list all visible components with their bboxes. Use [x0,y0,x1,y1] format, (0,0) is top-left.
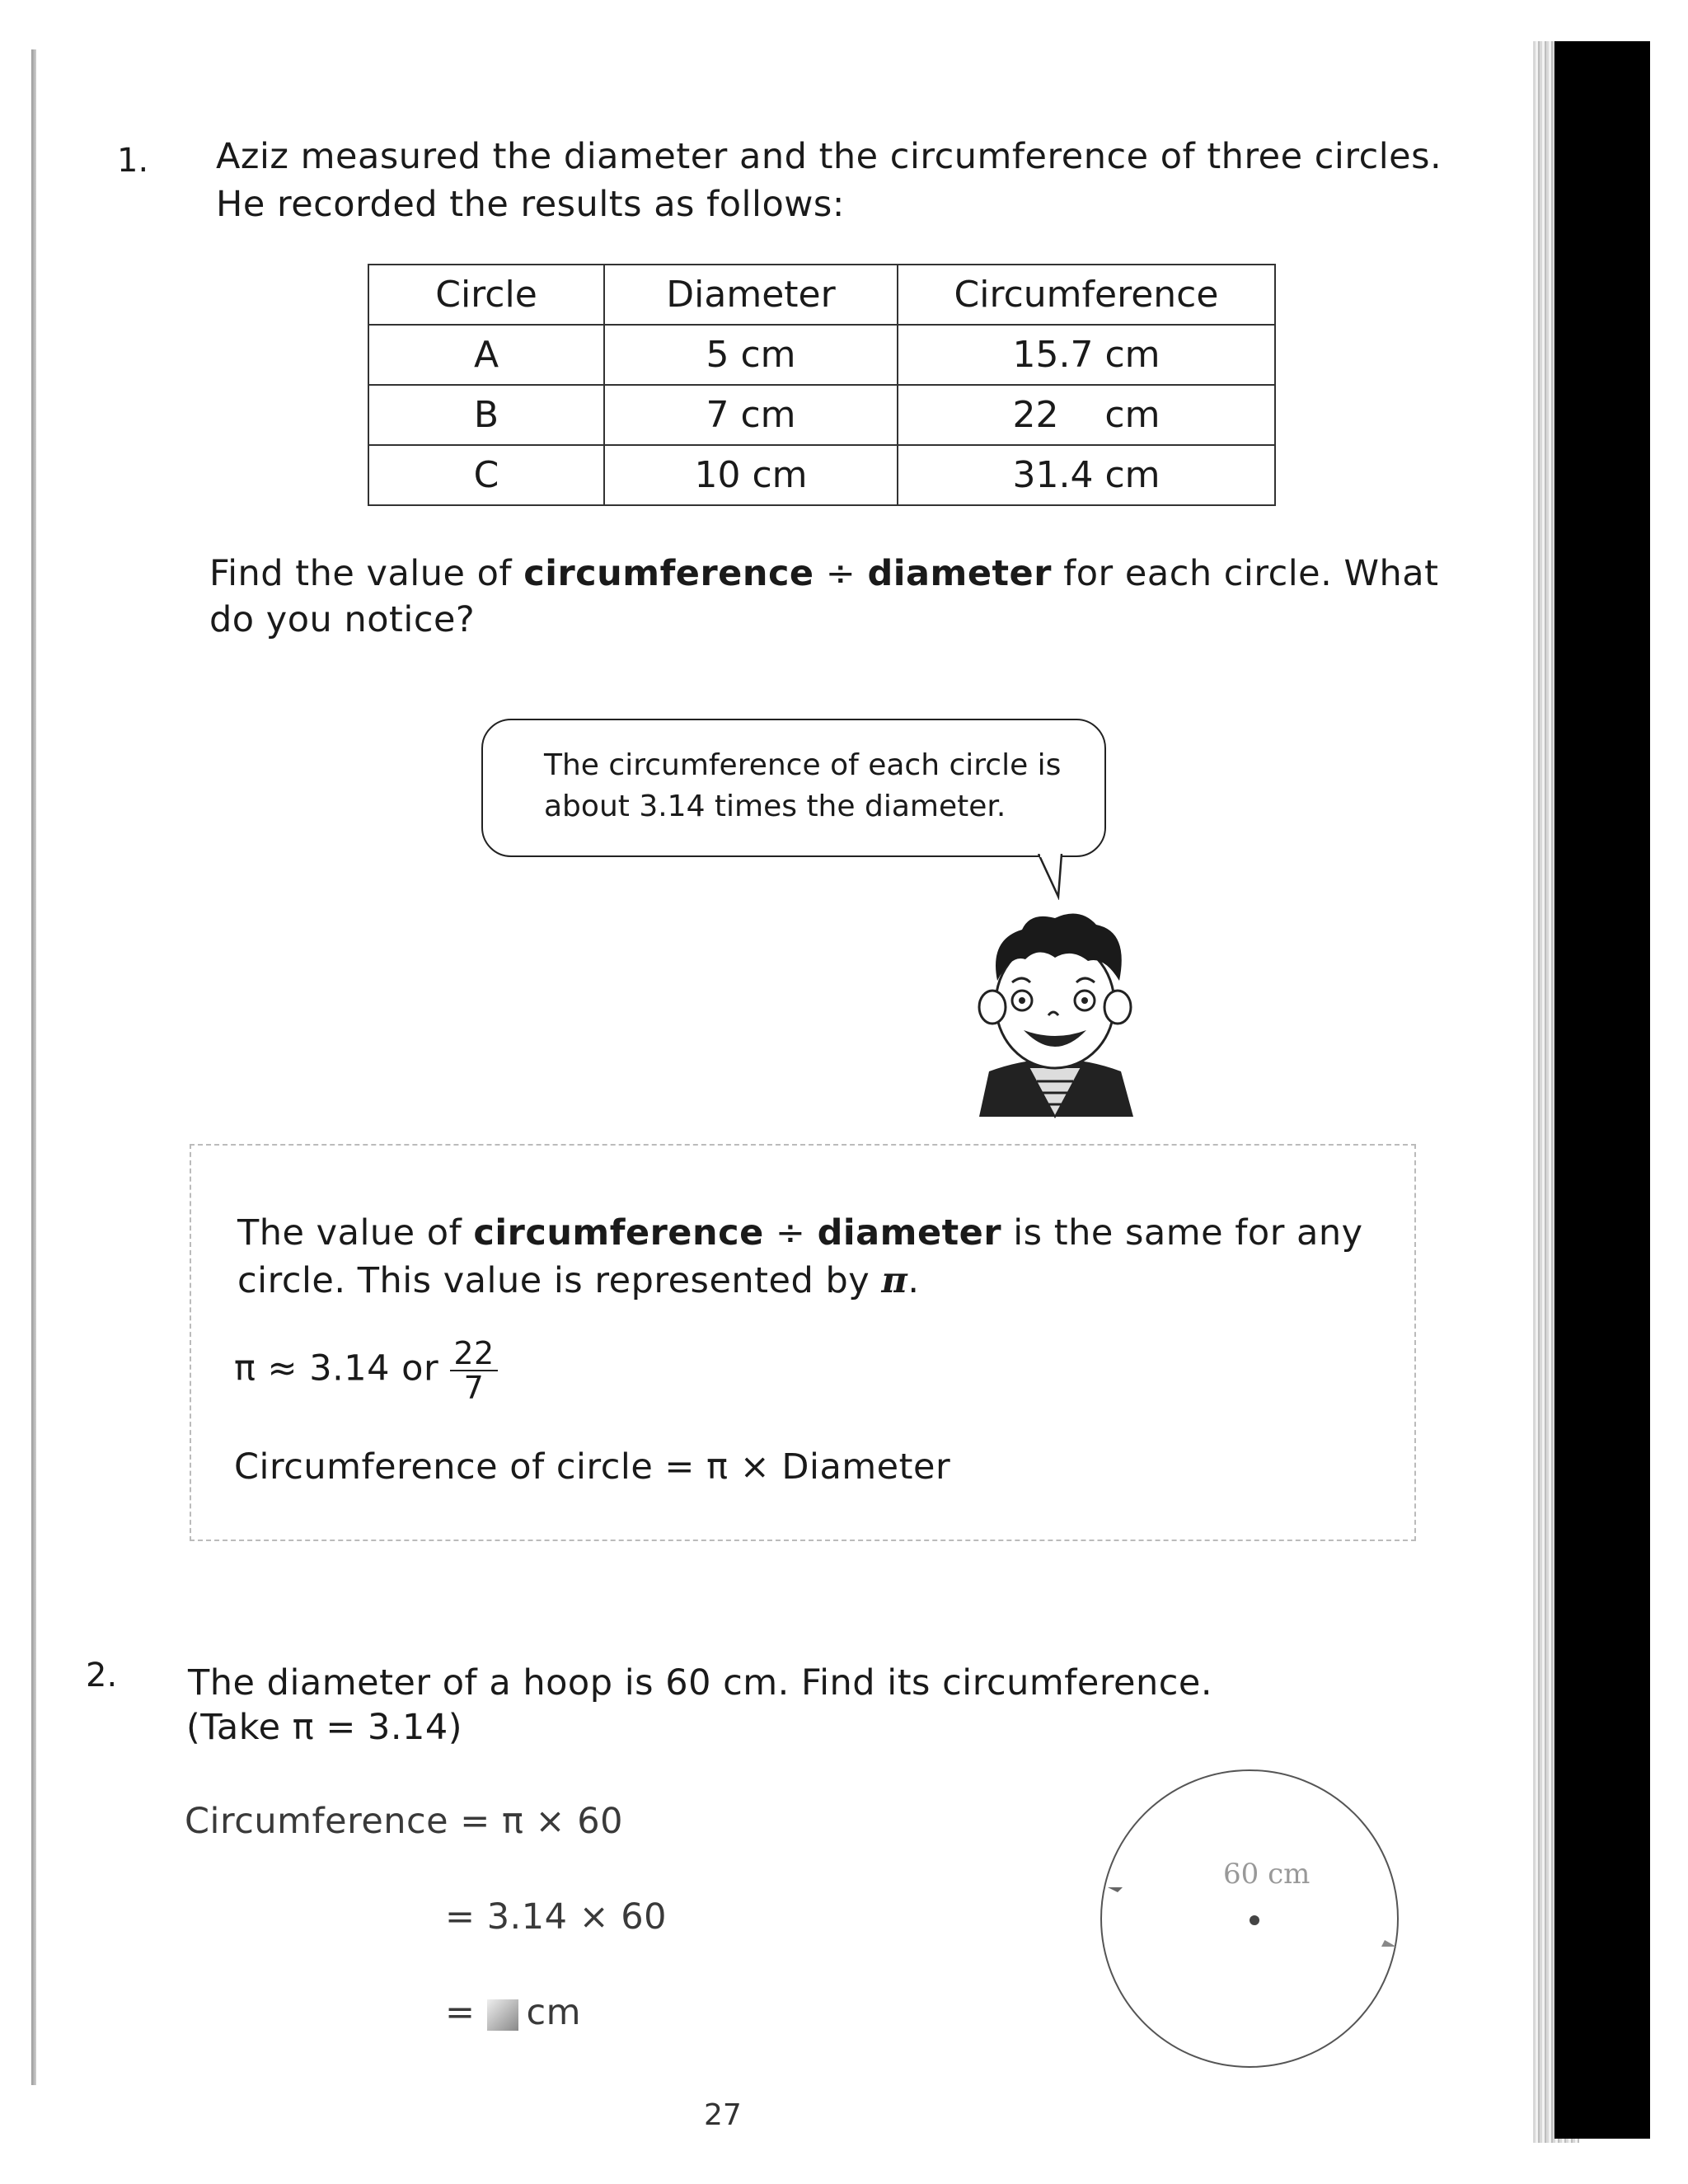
page-edge-left [31,49,36,2085]
diameter-label: 60 cm [1223,1858,1311,1891]
pi-symbol: π [881,1260,908,1301]
definition-line-1 [237,1210,1363,1257]
bubble-line-2: about 3.14 times the diameter. [544,790,1006,823]
definition-text: is the same for any [1001,1212,1363,1254]
hoop-circle-diagram [1093,1764,1406,2077]
working-line-1: Circumference = π × 60 [185,1801,623,1842]
answer-unit: cm [526,1992,582,2033]
table-cell: A [368,325,604,385]
definition-text: circle. This value is represented by [237,1260,882,1301]
table-row [368,445,1275,505]
question-1-prompt [209,551,1438,598]
question-2-line-1: The diameter of a hoop is 60 cm. Find its circumference. [188,1662,1213,1704]
measurement-table [368,264,1276,506]
question-1-line-1: Aziz measured the diameter and the circumference of three circles. [216,136,1442,177]
pi-approx-text: π ≈ 3.14 or [234,1347,439,1390]
question-2-number: 2. [86,1657,118,1694]
boy-cartoon-illustration [964,907,1146,1121]
equals-sign: = [445,1992,476,2033]
answer-box[interactable] [487,1999,518,2031]
question-1-prompt-line-2: do you notice? [209,599,476,640]
fraction-numerator: 22 [450,1337,497,1371]
prompt-divide: ÷ [814,553,868,594]
bubble-line-1: The circumference of each circle is [544,748,1062,782]
table-cell: 31.4 cm [898,445,1275,505]
table-cell: B [368,385,604,445]
table-cell: 22 cm [898,385,1275,445]
circumference-formula: Circumference of circle = π × Diameter [234,1446,951,1488]
table-header-row [368,265,1275,325]
definition-line-2 [237,1258,920,1305]
table-cell: 7 cm [604,385,898,445]
table-cell: 10 cm [604,445,898,505]
speech-bubble [481,719,1106,857]
definition-text: . [907,1260,920,1301]
table-row [368,325,1275,385]
table-cell: 15.7 cm [898,325,1275,385]
table-cell: 5 cm [604,325,898,385]
definition-bold-diameter: diameter [817,1212,1002,1254]
speech-bubble-tail [1022,854,1071,900]
page-binding-shadow [1554,41,1650,2139]
table-header: Diameter [604,265,898,325]
definition-divide: ÷ [763,1212,818,1254]
table-cell: C [368,445,604,505]
working-line-3 [445,1990,581,2036]
table-row [368,385,1275,445]
prompt-text: for each circle. What [1051,553,1439,594]
pi-approximation [234,1337,498,1404]
question-2-line-2: (Take π = 3.14) [186,1707,463,1748]
prompt-text: Find the value of [209,553,524,594]
fraction-22-over-7 [450,1337,497,1404]
definition-text: The value of [237,1212,474,1254]
working-line-2: = 3.14 × 60 [445,1896,668,1938]
page-number: 27 [704,2098,742,2132]
table-header: Circumference [898,265,1275,325]
question-1-line-2: He recorded the results as follows: [216,184,845,225]
prompt-bold-diameter: diameter [867,553,1052,594]
prompt-bold-circumference: circumference [523,553,814,594]
question-1-number: 1. [117,142,149,180]
table-header: Circle [368,265,604,325]
definition-bold-circumference: circumference [473,1212,764,1254]
fraction-denominator: 7 [463,1370,485,1406]
